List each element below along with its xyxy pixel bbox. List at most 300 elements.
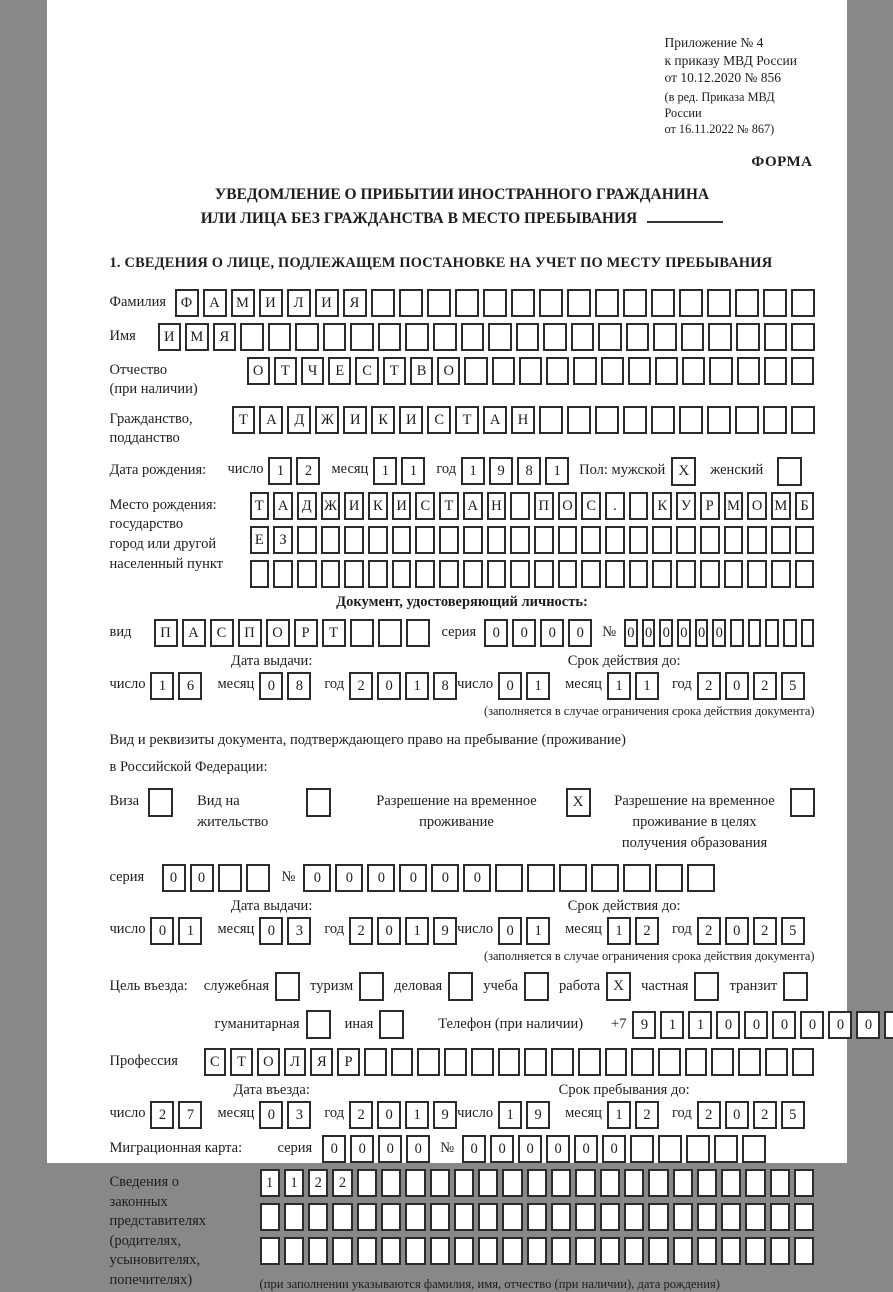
char-box[interactable]: 0 — [568, 619, 592, 647]
char-box[interactable]: 0 — [463, 864, 491, 892]
char-box[interactable] — [631, 1048, 654, 1076]
char-box[interactable] — [629, 492, 649, 520]
char-box[interactable] — [724, 526, 744, 554]
char-box[interactable] — [478, 1237, 498, 1265]
char-box[interactable] — [430, 1237, 450, 1265]
char-box[interactable]: Ч — [301, 357, 324, 385]
char-box[interactable] — [764, 323, 788, 351]
char-box[interactable]: И — [399, 406, 423, 434]
char-box[interactable]: И — [315, 289, 339, 317]
purpose-tourism-checkbox[interactable] — [359, 972, 384, 1001]
char-box[interactable] — [406, 619, 430, 647]
char-box[interactable] — [652, 560, 672, 588]
purpose-other-checkbox[interactable] — [379, 1010, 404, 1039]
char-box[interactable]: . — [605, 492, 625, 520]
char-box[interactable]: 0 — [378, 1135, 402, 1163]
char-box[interactable]: 1 — [150, 672, 174, 700]
char-box[interactable]: И — [343, 406, 367, 434]
purpose-work-checkbox[interactable]: X — [606, 972, 631, 1001]
char-box[interactable] — [730, 619, 744, 647]
char-box[interactable]: 0 — [484, 619, 508, 647]
char-box[interactable] — [527, 1237, 547, 1265]
char-box[interactable] — [405, 1203, 425, 1231]
char-box[interactable]: П — [238, 619, 262, 647]
char-box[interactable] — [297, 560, 317, 588]
char-box[interactable] — [502, 1169, 522, 1197]
char-box[interactable] — [405, 1237, 425, 1265]
char-box[interactable]: М — [771, 492, 791, 520]
char-box[interactable]: 1 — [401, 457, 425, 485]
char-box[interactable] — [454, 1203, 474, 1231]
char-box[interactable]: 3 — [287, 917, 311, 945]
char-box[interactable] — [364, 1048, 387, 1076]
char-box[interactable]: 1 — [635, 672, 659, 700]
char-box[interactable] — [581, 560, 601, 588]
char-box[interactable]: Р — [700, 492, 720, 520]
char-box[interactable]: И — [158, 323, 182, 351]
char-box[interactable] — [471, 1048, 494, 1076]
char-box[interactable] — [770, 1169, 790, 1197]
char-box[interactable]: Л — [284, 1048, 307, 1076]
char-box[interactable]: С — [427, 406, 451, 434]
char-box[interactable] — [605, 1048, 628, 1076]
char-box[interactable] — [747, 526, 767, 554]
char-box[interactable] — [738, 1048, 761, 1076]
char-box[interactable]: 0 — [462, 1135, 486, 1163]
char-box[interactable]: 5 — [781, 672, 805, 700]
char-box[interactable] — [510, 492, 530, 520]
char-box[interactable]: 2 — [753, 1101, 777, 1129]
purpose-service-checkbox[interactable] — [275, 972, 300, 1001]
char-box[interactable] — [676, 560, 696, 588]
char-box[interactable] — [430, 1203, 450, 1231]
char-box[interactable] — [502, 1237, 522, 1265]
char-box[interactable] — [510, 526, 530, 554]
char-box[interactable]: Б — [795, 492, 815, 520]
char-box[interactable] — [721, 1237, 741, 1265]
char-box[interactable] — [543, 323, 567, 351]
char-box[interactable] — [697, 1237, 717, 1265]
char-box[interactable]: 0 — [725, 672, 749, 700]
char-box[interactable] — [478, 1169, 498, 1197]
char-box[interactable] — [648, 1169, 668, 1197]
char-box[interactable] — [595, 406, 619, 434]
char-box[interactable] — [770, 1203, 790, 1231]
char-box[interactable]: 1 — [284, 1169, 304, 1197]
char-box[interactable]: Д — [297, 492, 317, 520]
char-box[interactable] — [567, 406, 591, 434]
char-box[interactable]: 5 — [781, 917, 805, 945]
char-box[interactable] — [430, 1169, 450, 1197]
char-box[interactable] — [461, 323, 485, 351]
char-box[interactable] — [368, 526, 388, 554]
char-box[interactable]: О — [558, 492, 578, 520]
char-box[interactable]: А — [182, 619, 206, 647]
char-box[interactable] — [357, 1203, 377, 1231]
char-box[interactable]: Ж — [315, 406, 339, 434]
char-box[interactable]: 1 — [260, 1169, 280, 1197]
char-box[interactable]: Р — [337, 1048, 360, 1076]
char-box[interactable] — [736, 323, 760, 351]
char-box[interactable] — [350, 619, 374, 647]
char-box[interactable] — [686, 1135, 710, 1163]
char-box[interactable] — [737, 357, 760, 385]
char-box[interactable]: 0 — [377, 917, 401, 945]
char-box[interactable]: 0 — [259, 672, 283, 700]
char-box[interactable] — [551, 1203, 571, 1231]
char-box[interactable] — [623, 406, 647, 434]
char-box[interactable] — [685, 1048, 708, 1076]
char-box[interactable] — [581, 526, 601, 554]
char-box[interactable] — [648, 1203, 668, 1231]
char-box[interactable] — [791, 323, 815, 351]
char-box[interactable] — [600, 1203, 620, 1231]
char-box[interactable] — [794, 1237, 814, 1265]
char-box[interactable]: 0 — [695, 619, 709, 647]
char-box[interactable]: 0 — [574, 1135, 598, 1163]
char-box[interactable]: 1 — [405, 1101, 429, 1129]
char-box[interactable] — [600, 1169, 620, 1197]
char-box[interactable] — [626, 323, 650, 351]
char-box[interactable]: 0 — [512, 619, 536, 647]
char-box[interactable] — [284, 1203, 304, 1231]
char-box[interactable]: У — [676, 492, 696, 520]
char-box[interactable]: Ф — [175, 289, 199, 317]
char-box[interactable]: О — [437, 357, 460, 385]
char-box[interactable]: 0 — [800, 1011, 824, 1039]
char-box[interactable]: Е — [250, 526, 270, 554]
char-box[interactable] — [415, 560, 435, 588]
char-box[interactable]: 9 — [433, 917, 457, 945]
char-box[interactable] — [721, 1203, 741, 1231]
char-box[interactable] — [392, 526, 412, 554]
char-box[interactable] — [527, 1169, 547, 1197]
char-box[interactable]: А — [273, 492, 293, 520]
char-box[interactable] — [679, 406, 703, 434]
char-box[interactable] — [534, 560, 554, 588]
char-box[interactable] — [321, 560, 341, 588]
char-box[interactable]: А — [259, 406, 283, 434]
char-box[interactable] — [575, 1169, 595, 1197]
char-box[interactable] — [600, 1237, 620, 1265]
char-box[interactable]: 1 — [660, 1011, 684, 1039]
char-box[interactable]: Т — [439, 492, 459, 520]
char-box[interactable] — [605, 560, 625, 588]
char-box[interactable]: Я — [310, 1048, 333, 1076]
char-box[interactable]: С — [581, 492, 601, 520]
char-box[interactable] — [575, 1237, 595, 1265]
char-box[interactable]: 1 — [373, 457, 397, 485]
char-box[interactable] — [308, 1237, 328, 1265]
char-box[interactable]: 2 — [332, 1169, 352, 1197]
char-box[interactable]: А — [483, 406, 507, 434]
char-box[interactable] — [770, 1237, 790, 1265]
char-box[interactable] — [679, 289, 703, 317]
char-box[interactable] — [454, 1169, 474, 1197]
char-box[interactable] — [524, 1048, 547, 1076]
char-box[interactable]: 0 — [498, 917, 522, 945]
char-box[interactable]: 1 — [178, 917, 202, 945]
char-box[interactable] — [655, 357, 678, 385]
char-box[interactable] — [697, 1169, 717, 1197]
char-box[interactable] — [748, 619, 762, 647]
char-box[interactable] — [478, 1203, 498, 1231]
char-box[interactable] — [763, 289, 787, 317]
char-box[interactable] — [791, 406, 815, 434]
char-box[interactable] — [571, 323, 595, 351]
char-box[interactable]: 1 — [688, 1011, 712, 1039]
char-box[interactable] — [444, 1048, 467, 1076]
char-box[interactable] — [378, 323, 402, 351]
char-box[interactable] — [455, 289, 479, 317]
char-box[interactable]: 1 — [607, 1101, 631, 1129]
char-box[interactable] — [721, 1169, 741, 1197]
char-box[interactable]: 8 — [433, 672, 457, 700]
char-box[interactable] — [655, 864, 683, 892]
char-box[interactable]: К — [368, 492, 388, 520]
char-box[interactable] — [676, 526, 696, 554]
char-box[interactable]: С — [415, 492, 435, 520]
char-box[interactable] — [673, 1203, 693, 1231]
char-box[interactable]: 0 — [190, 864, 214, 892]
char-box[interactable]: М — [231, 289, 255, 317]
char-box[interactable] — [624, 1237, 644, 1265]
char-box[interactable] — [771, 526, 791, 554]
char-box[interactable]: 0 — [744, 1011, 768, 1039]
char-box[interactable] — [284, 1237, 304, 1265]
visa-checkbox[interactable] — [148, 788, 173, 817]
char-box[interactable]: Т — [322, 619, 346, 647]
char-box[interactable]: 0 — [367, 864, 395, 892]
char-box[interactable]: 1 — [526, 672, 550, 700]
char-box[interactable]: 0 — [259, 917, 283, 945]
char-box[interactable]: Н — [511, 406, 535, 434]
char-box[interactable]: 1 — [405, 672, 429, 700]
char-box[interactable]: 0 — [712, 619, 726, 647]
char-box[interactable]: Е — [328, 357, 351, 385]
char-box[interactable]: 0 — [856, 1011, 880, 1039]
char-box[interactable]: П — [154, 619, 178, 647]
char-box[interactable] — [763, 406, 787, 434]
char-box[interactable]: 3 — [287, 1101, 311, 1129]
char-box[interactable]: О — [247, 357, 270, 385]
char-box[interactable] — [687, 864, 715, 892]
char-box[interactable] — [711, 1048, 734, 1076]
residence-permit-checkbox[interactable] — [306, 788, 331, 817]
char-box[interactable] — [653, 323, 677, 351]
char-box[interactable] — [246, 864, 270, 892]
char-box[interactable]: 0 — [659, 619, 673, 647]
char-box[interactable] — [724, 560, 744, 588]
temp-residence-checkbox[interactable]: X — [566, 788, 591, 817]
sex-male-checkbox[interactable]: X — [671, 457, 696, 486]
char-box[interactable]: 5 — [781, 1101, 805, 1129]
char-box[interactable] — [495, 864, 523, 892]
char-box[interactable]: 9 — [526, 1101, 550, 1129]
char-box[interactable] — [516, 323, 540, 351]
char-box[interactable] — [771, 560, 791, 588]
char-box[interactable] — [546, 357, 569, 385]
char-box[interactable]: 0 — [624, 619, 638, 647]
char-box[interactable] — [427, 289, 451, 317]
char-box[interactable]: А — [463, 492, 483, 520]
char-box[interactable]: 0 — [716, 1011, 740, 1039]
char-box[interactable] — [708, 323, 732, 351]
char-box[interactable] — [391, 1048, 414, 1076]
char-box[interactable]: 2 — [308, 1169, 328, 1197]
char-box[interactable]: Т — [250, 492, 270, 520]
char-box[interactable] — [332, 1237, 352, 1265]
char-box[interactable]: В — [410, 357, 433, 385]
char-box[interactable]: 8 — [517, 457, 541, 485]
char-box[interactable]: 2 — [150, 1101, 174, 1129]
char-box[interactable] — [378, 619, 402, 647]
char-box[interactable]: 0 — [772, 1011, 796, 1039]
temp-residence-edu-checkbox[interactable] — [790, 788, 815, 817]
char-box[interactable] — [551, 1169, 571, 1197]
char-box[interactable] — [651, 406, 675, 434]
char-box[interactable]: 0 — [350, 1135, 374, 1163]
char-box[interactable] — [765, 619, 779, 647]
char-box[interactable] — [735, 406, 759, 434]
char-box[interactable]: Т — [230, 1048, 253, 1076]
char-box[interactable] — [463, 560, 483, 588]
char-box[interactable] — [682, 357, 705, 385]
char-box[interactable] — [498, 1048, 521, 1076]
char-box[interactable] — [747, 560, 767, 588]
char-box[interactable] — [652, 526, 672, 554]
char-box[interactable]: Л — [287, 289, 311, 317]
char-box[interactable]: 0 — [431, 864, 459, 892]
char-box[interactable]: 0 — [642, 619, 656, 647]
char-box[interactable]: М — [724, 492, 744, 520]
char-box[interactable] — [487, 560, 507, 588]
char-box[interactable]: 0 — [406, 1135, 430, 1163]
char-box[interactable] — [700, 526, 720, 554]
char-box[interactable] — [630, 1135, 654, 1163]
char-box[interactable] — [268, 323, 292, 351]
char-box[interactable]: 2 — [635, 1101, 659, 1129]
char-box[interactable]: Т — [455, 406, 479, 434]
char-box[interactable]: 8 — [287, 672, 311, 700]
char-box[interactable]: 2 — [349, 672, 373, 700]
char-box[interactable] — [539, 289, 563, 317]
char-box[interactable]: С — [355, 357, 378, 385]
char-box[interactable]: 9 — [433, 1101, 457, 1129]
char-box[interactable]: Н — [487, 492, 507, 520]
char-box[interactable] — [250, 560, 270, 588]
char-box[interactable] — [511, 289, 535, 317]
char-box[interactable]: 2 — [635, 917, 659, 945]
char-box[interactable] — [629, 526, 649, 554]
char-box[interactable]: 2 — [349, 917, 373, 945]
char-box[interactable]: 2 — [753, 672, 777, 700]
char-box[interactable] — [791, 289, 815, 317]
char-box[interactable]: 0 — [725, 917, 749, 945]
char-box[interactable] — [745, 1169, 765, 1197]
char-box[interactable] — [454, 1237, 474, 1265]
char-box[interactable]: 1 — [268, 457, 292, 485]
char-box[interactable] — [295, 323, 319, 351]
char-box[interactable] — [439, 526, 459, 554]
char-box[interactable] — [794, 1203, 814, 1231]
char-box[interactable] — [539, 406, 563, 434]
char-box[interactable] — [567, 289, 591, 317]
char-box[interactable] — [381, 1237, 401, 1265]
char-box[interactable]: Т — [232, 406, 256, 434]
char-box[interactable] — [700, 560, 720, 588]
char-box[interactable] — [260, 1237, 280, 1265]
char-box[interactable] — [308, 1203, 328, 1231]
char-box[interactable]: 1 — [607, 672, 631, 700]
char-box[interactable] — [357, 1237, 377, 1265]
char-box[interactable] — [240, 323, 264, 351]
char-box[interactable] — [791, 357, 814, 385]
char-box[interactable] — [745, 1237, 765, 1265]
char-box[interactable] — [357, 1169, 377, 1197]
char-box[interactable] — [323, 323, 347, 351]
char-box[interactable]: 7 — [178, 1101, 202, 1129]
char-box[interactable] — [735, 289, 759, 317]
char-box[interactable]: З — [273, 526, 293, 554]
char-box[interactable]: 0 — [677, 619, 691, 647]
char-box[interactable]: 0 — [498, 672, 522, 700]
char-box[interactable]: О — [266, 619, 290, 647]
char-box[interactable] — [623, 864, 651, 892]
char-box[interactable] — [218, 864, 242, 892]
char-box[interactable] — [709, 357, 732, 385]
char-box[interactable] — [601, 357, 624, 385]
purpose-transit-checkbox[interactable] — [783, 972, 808, 1001]
char-box[interactable] — [673, 1237, 693, 1265]
char-box[interactable] — [558, 560, 578, 588]
char-box[interactable]: 0 — [725, 1101, 749, 1129]
char-box[interactable] — [884, 1011, 893, 1039]
char-box[interactable]: 0 — [303, 864, 331, 892]
char-box[interactable]: К — [371, 406, 395, 434]
char-box[interactable] — [707, 289, 731, 317]
char-box[interactable]: 0 — [377, 1101, 401, 1129]
char-box[interactable]: 0 — [828, 1011, 852, 1039]
char-box[interactable] — [605, 526, 625, 554]
char-box[interactable]: 0 — [399, 864, 427, 892]
char-box[interactable] — [629, 560, 649, 588]
char-box[interactable] — [321, 526, 341, 554]
char-box[interactable]: Я — [343, 289, 367, 317]
char-box[interactable]: 0 — [518, 1135, 542, 1163]
char-box[interactable] — [551, 1048, 574, 1076]
char-box[interactable] — [573, 357, 596, 385]
char-box[interactable]: 0 — [602, 1135, 626, 1163]
char-box[interactable] — [598, 323, 622, 351]
char-box[interactable]: 1 — [405, 917, 429, 945]
char-box[interactable] — [273, 560, 293, 588]
char-box[interactable] — [558, 526, 578, 554]
char-box[interactable]: 6 — [178, 672, 202, 700]
char-box[interactable]: 0 — [490, 1135, 514, 1163]
char-box[interactable] — [371, 289, 395, 317]
char-box[interactable]: М — [185, 323, 209, 351]
char-box[interactable]: П — [534, 492, 554, 520]
sex-female-checkbox[interactable] — [777, 457, 802, 486]
char-box[interactable] — [783, 619, 797, 647]
char-box[interactable]: 0 — [540, 619, 564, 647]
char-box[interactable] — [492, 357, 515, 385]
char-box[interactable] — [658, 1048, 681, 1076]
char-box[interactable] — [510, 560, 530, 588]
char-box[interactable] — [624, 1203, 644, 1231]
char-box[interactable]: 0 — [546, 1135, 570, 1163]
